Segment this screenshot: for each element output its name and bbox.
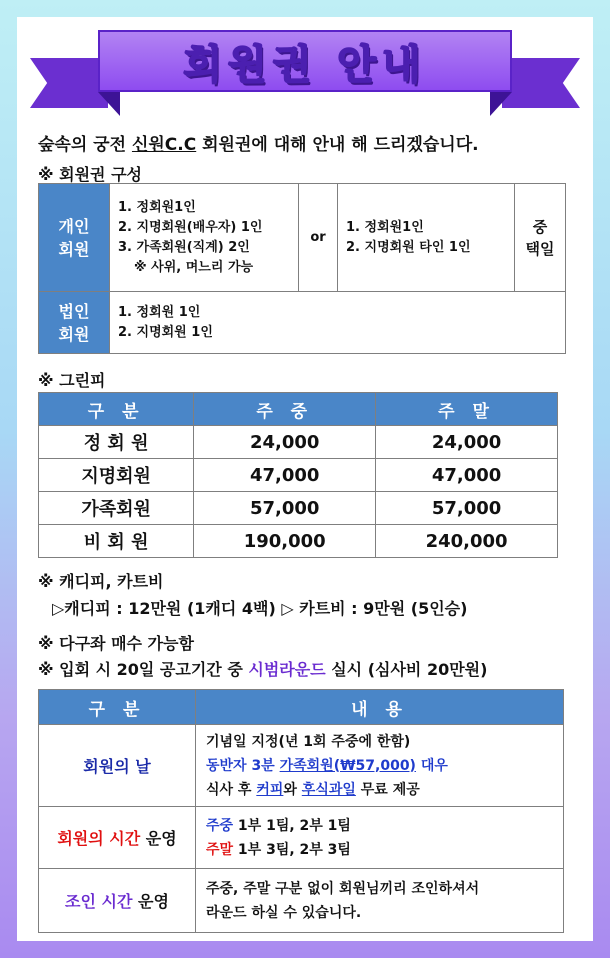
table-row: 가족회원 57,000 57,000 (39, 492, 558, 525)
trial-round-highlight: 시범라운드 (248, 660, 326, 679)
table-row (39, 807, 564, 869)
greenfee-header-type: 구 분 (39, 393, 194, 426)
section-caddie-heading: ※ 캐디피, 카트비 (38, 572, 164, 591)
individual-option-b: 1. 정회원1인 2. 지명회원 타인 1인 (338, 184, 515, 292)
table-row: 정 회 원 24,000 24,000 (39, 426, 558, 459)
section-membership-heading: ※ 회원권 구성 (38, 165, 142, 184)
caddie-cart-fees: ▷캐디피 : 12만원 (1캐디 4백) ▷ 카트비 : 9만원 (5인승) (52, 599, 468, 618)
section-greenfee-heading: ※ 그린피 (38, 371, 106, 390)
join-time-label: 조인 시간 운영 (39, 869, 196, 933)
benefits-header-content: 내 용 (196, 690, 564, 725)
or-separator: or (299, 184, 338, 292)
page-title: 회원권 안내 (183, 41, 427, 88)
brand-name: 신원C.C (131, 135, 197, 155)
benefits-header-type: 구 분 (39, 690, 196, 725)
membership-table (38, 183, 566, 354)
individual-option-a: 1. 정회원1인 2. 지명회원(배우자) 1인 3. 가족회원(직계) 2인 ※ 사위, 며느리 가능 (110, 184, 299, 292)
benefits-table (38, 689, 564, 933)
corporate-items: 1. 정회원 1인 2. 지명회원 1인 (110, 292, 566, 354)
corporate-member-label: 법인 회원 (39, 292, 110, 354)
table-row: 비 회 원 190,000 240,000 (39, 525, 558, 558)
member-time-label: 회원의 시간 운영 (39, 807, 196, 869)
note-multiple-accounts: ※ 다구좌 매수 가능함 (38, 634, 194, 653)
greenfee-header-weekday: 주 중 (194, 393, 376, 426)
table-row (39, 869, 564, 933)
table-row (39, 725, 564, 807)
individual-member-label: 개인 회원 (39, 184, 110, 292)
member-day-content: 기념일 지정(년 1회 주중에 한함) 동반자 3분 가족회원(₩57,000) 대우 식사 후 커피와 후식과일 무료 제공 (196, 725, 564, 807)
note-join-trial: ※ 입회 시 20일 공고기간 중 시범라운드 실시 (심사비 20만원) (38, 660, 488, 679)
greenfee-header-weekend: 주 말 (376, 393, 558, 426)
choose-one-label: 중 택일 (515, 184, 566, 292)
table-row: 지명회원 47,000 47,000 (39, 459, 558, 492)
join-time-content: 주중, 주말 구분 없이 회원님끼리 조인하셔서 라운드 하실 수 있습니다. (196, 869, 564, 933)
intro-text: 숲속의 궁전 신원C.C 회원권에 대해 안내 해 드리겠습니다. (38, 135, 479, 155)
greenfee-table (38, 392, 558, 558)
member-day-label: 회원의 날 (39, 725, 196, 807)
title-banner (98, 30, 512, 92)
member-time-content: 주중 1부 1팀, 2부 1팀 주말 1부 3팀, 2부 3팀 (196, 807, 564, 869)
